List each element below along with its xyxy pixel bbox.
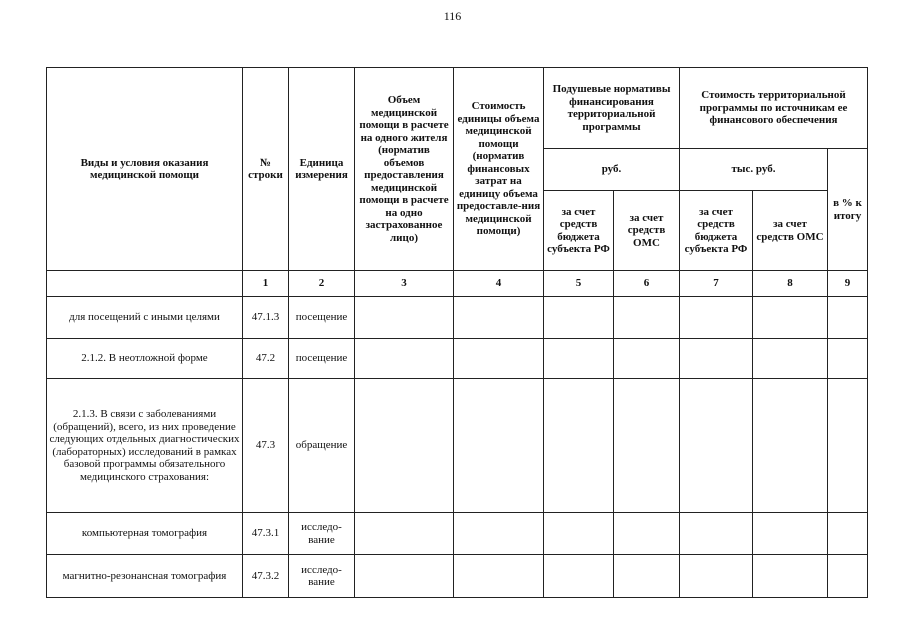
cell-empty [753,555,828,598]
cell-empty [828,339,868,379]
row-name: магнитно-резонансная томография [47,555,243,598]
cell-empty [454,513,544,555]
cell-empty [828,297,868,339]
table-row [47,379,868,513]
col-number: 9 [828,271,868,297]
cell-empty [355,513,454,555]
cell-empty [544,297,614,339]
column-number-row [47,271,868,297]
cell-empty [680,555,753,598]
header-volume: Объем медицинской помощи в расчете на одного жителя (норматив объемов предоставления медицинской помощи в расчете на одно застрахованное лицо) [355,68,454,271]
table-row [47,339,868,379]
cell-empty [753,379,828,513]
header-line-number: № строки [243,68,289,271]
cell-empty [680,297,753,339]
col-number: 7 [680,271,753,297]
row-unit: посещение [289,339,355,379]
header-unit-cost: Стоимость единицы объема медицинской помощи (норматив финансовых затрат на единицу объема предоставле-ния медицинской помощи) [454,68,544,271]
col-number: 4 [454,271,544,297]
cell-empty [355,339,454,379]
cell-empty [355,379,454,513]
header-program-cost: Стоимость территориальной программы по источникам ее финансового обеспечения [680,68,868,149]
cell-empty [544,555,614,598]
row-line: 47.3.2 [243,555,289,598]
col-number: 3 [355,271,454,297]
row-unit: исследо-вание [289,513,355,555]
cell-empty [828,379,868,513]
cell-empty [828,555,868,598]
financing-table [46,67,868,598]
cell-empty [614,339,680,379]
row-line: 47.3 [243,379,289,513]
col-number: 1 [243,271,289,297]
col-number [47,271,243,297]
row-unit: исследо-вание [289,555,355,598]
cell-empty [544,379,614,513]
col-number: 6 [614,271,680,297]
row-unit: посещение [289,297,355,339]
row-line: 47.1.3 [243,297,289,339]
cell-empty [614,555,680,598]
cell-empty [544,513,614,555]
row-name: компьютерная томография [47,513,243,555]
cell-empty [614,379,680,513]
cell-empty [614,513,680,555]
header-budget-rf: за счет средств бюджета субъекта РФ [544,191,614,271]
row-name: для посещений с иными целями [47,297,243,339]
col-number: 2 [289,271,355,297]
header-services: Виды и условия оказания медицинской помощи [47,68,243,271]
cell-empty [753,513,828,555]
page-number: 116 [443,9,462,23]
col-number: 5 [544,271,614,297]
cell-empty [680,513,753,555]
cell-empty [614,297,680,339]
header-unit: Единица измерения [289,68,355,271]
header-oms-2: за счет средств ОМС [753,191,828,271]
cell-empty [454,555,544,598]
table-row [47,297,868,339]
header-thousand-rub: тыс. руб. [680,149,828,191]
table-row [47,513,868,555]
cell-empty [680,379,753,513]
header-oms: за счет средств ОМС [614,191,680,271]
cell-empty [753,339,828,379]
cell-empty [753,297,828,339]
cell-empty [355,555,454,598]
header-per-capita-norms: Подушевые нормативы финансирования территориальной программы [544,68,680,149]
cell-empty [828,513,868,555]
cell-empty [544,339,614,379]
cell-empty [355,297,454,339]
cell-empty [454,339,544,379]
table-row [47,555,868,598]
col-number: 8 [753,271,828,297]
header-rub: руб. [544,149,680,191]
header-budget-rf-2: за счет средств бюджета субъекта РФ [680,191,753,271]
row-name: 2.1.2. В неотложной форме [47,339,243,379]
header-percent: в % к итогу [828,149,868,271]
row-name: 2.1.3. В связи с заболеваниями (обращений), всего, из них проведение следующих отдельных диагностических (лабораторных) исследований в рамках базовой программы обязательного медицинского страхования: [47,379,243,513]
row-unit: обращение [289,379,355,513]
cell-empty [454,379,544,513]
row-line: 47.2 [243,339,289,379]
cell-empty [454,297,544,339]
cell-empty [680,339,753,379]
row-line: 47.3.1 [243,513,289,555]
